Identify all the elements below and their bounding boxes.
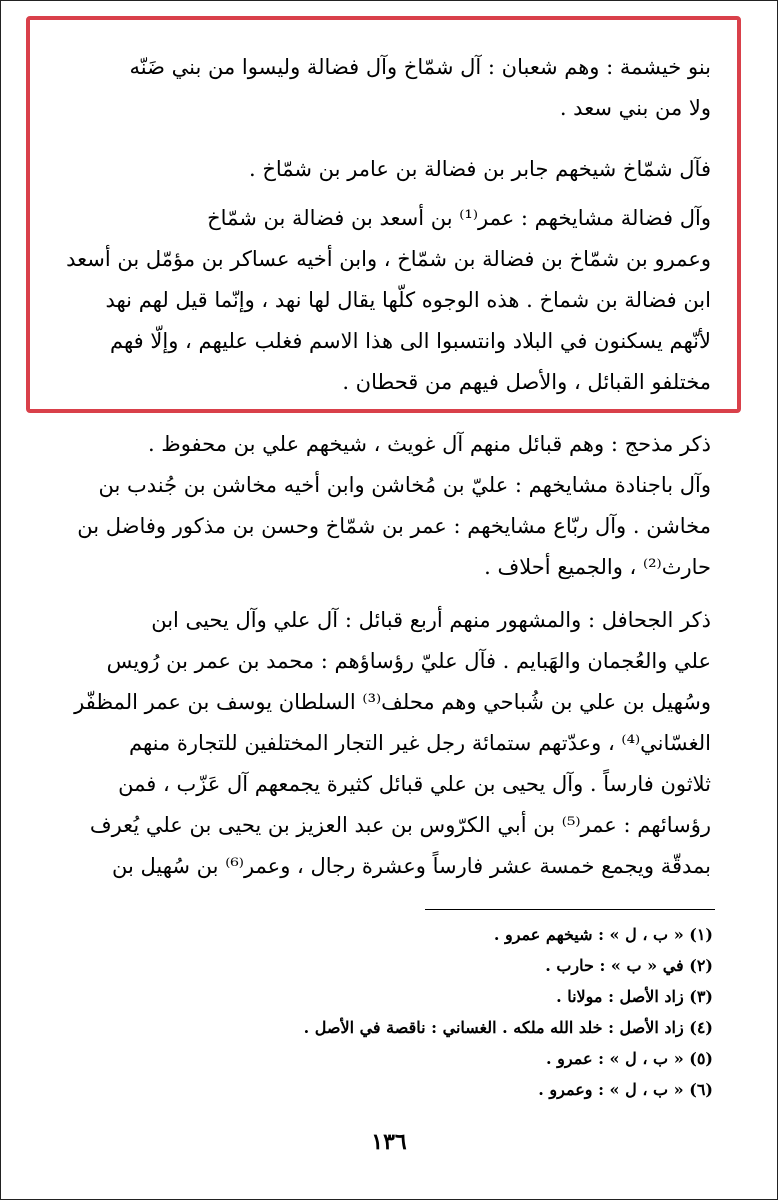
text-line: ولا من بني سعد .	[559, 96, 711, 120]
footnote-6: (٦) « ب ، ل » : وعمرو .	[538, 1080, 713, 1099]
text-line: وعمرو بن شمّاخ بن فضالة بن شمّاخ ، وابن أخيه عساكر بن مؤمّل بن أسعد	[66, 247, 711, 271]
text-line: ذكر الجحافل : والمشهور منهم أربع قبائل : آل علي وآل يحيى ابن	[151, 608, 711, 632]
footnote-5: (٥) « ب ، ل » : عمرو .	[546, 1049, 713, 1068]
text-line: ابن فضالة بن شماخ . هذه الوجوه كلّها يقال لها نهد ، وإنّما قيل لهم نهد	[105, 288, 711, 312]
text-line: فآل شمّاخ شيخهم جابر بن فضالة بن عامر بن شمّاخ .	[248, 157, 711, 181]
footnote-divider	[425, 909, 715, 910]
body-paragraph-madhij	[63, 424, 711, 588]
text-line: وسُهيل بن علي بن شُباحي وهم محلف⁽³⁾ السلطان يوسف بن عمر المظفّر	[74, 690, 711, 714]
text-line: مخاشن . وآل ربّاع مشايخهم : عمر بن شمّاخ وحسن بن مذكور وفاضل بن	[77, 514, 711, 538]
text-line: وآل باجنادة مشايخهم : عليّ بن مُخاشن وابن أخيه مخاشن بن جُندب بن	[98, 473, 711, 497]
text-line: وآل فضالة مشايخهم : عمر⁽¹⁾ بن أسعد بن فضالة بن شمّاخ	[207, 206, 711, 230]
highlighted-paragraph-3	[63, 198, 711, 403]
footnotes	[233, 919, 713, 1105]
text-line: علي والعُجمان والهَبايم . فآل عليّ رؤساؤهم : محمد بن عمر بن رُويس	[106, 649, 711, 673]
text-line: حارث⁽²⁾ ، والجميع أحلاف .	[484, 555, 711, 579]
text-line: رؤسائهم : عمر⁽⁵⁾ بن أبي الكرّوس بن عبد العزيز بن يحيى بن علي يُعرف	[89, 813, 711, 837]
highlighted-paragraph-1	[63, 47, 711, 129]
text-line: لأنّهم يسكنون في البلاد وانتسبوا الى هذا الاسم فغلب عليهم ، وإلّا فهم	[110, 329, 711, 353]
text-line: بنو خيشمة : وهم شعبان : آل شمّاخ وآل فضالة وليسوا من بني ضَنّه	[129, 55, 711, 79]
footnote-2: (٢) في « ب » : حارب .	[545, 956, 713, 975]
page-number: ١٣٦	[371, 1129, 407, 1155]
footnote-3: (٣) زاد الأصل : مولانا .	[556, 987, 713, 1006]
text-line: مختلفو القبائل ، والأصل فيهم من قحطان .	[342, 370, 711, 394]
body-paragraph-jahafil	[63, 600, 711, 887]
text-line: ثلاثون فارساً . وآل يحيى بن علي قبائل كثيرة يجمعهم آل عَزّب ، فمن	[118, 772, 711, 796]
footnote-1: (١) « ب ، ل » : شيخهم عمرو .	[493, 925, 713, 944]
text-line: ذكر مذحج : وهم قبائل منهم آل غويث ، شيخهم علي بن محفوظ .	[147, 432, 711, 456]
text-line: الغسّاني⁽⁴⁾ ، وعدّتهم ستمائة رجل غير التجار المختلفين للتجارة منهم	[128, 731, 711, 755]
text-line: بمدقّة ويجمع خمسة عشر فارساً وعشرة رجال ، وعمر⁽⁶⁾ بن سُهيل بن	[111, 854, 711, 878]
highlighted-paragraph-2	[63, 149, 711, 190]
footnote-4: (٤) زاد الأصل : خلد الله ملكه . الغساني : ناقصة في الأصل .	[303, 1018, 713, 1037]
